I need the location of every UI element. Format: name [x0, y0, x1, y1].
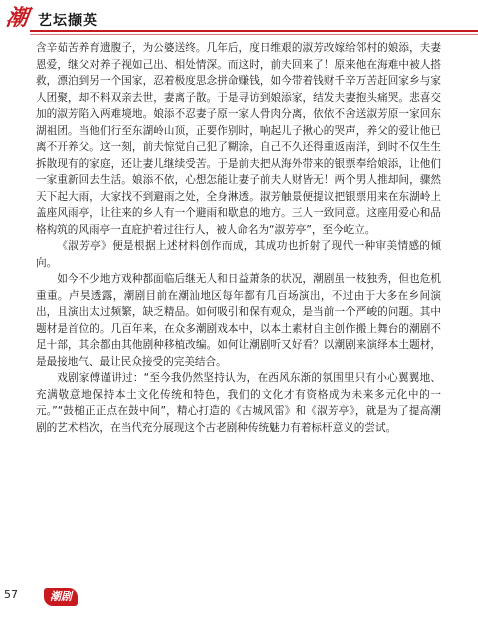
article-paragraph: 含辛茹苦养育遗腹子，为公婆送终。几年后，度日维艰的淑芳改嫁给邻村的娘添，夫妻恩爱，继父对养子视如己出、相处情深。而这时，前夫回来了！原来他在海难中被人搭救，漂泊到另一个国家，忍着极度思念拼命赚钱，如今带着钱财千辛万苦赶回家乡与家人团聚，却不料双亲去世，妻离子散。于是寻访到娘添家，结发夫妻抱头痛哭。悲喜交加的淑芳陷入两难境地。娘添不忍妻子原一家人骨肉分离，依依不舍送淑芳原一家回东湖祖团。当他们行至东湖岭山顶，正要作别时，响起儿子揪心的哭声，养父的爱让他已离不开养父。这一刻，前夫惊觉自己犯了糊涂，自己不久还得重返南洋，到时不仅生生拆散现有的家庭，还让妻儿继续受苦。于是前夫把从海外带来的银票奉给娘添，让他们一家重新回去生活。娘添不依，心想怎能让妻子前夫人财皆无！两个男人推却间，骤然天下起大雨，大家找不到避雨之处，全身淋透。淑芳触景便提议把银票用来在东湖岭上盖座风雨亭，让往来的乡人有一个避雨和歇息的地方。三人一致同意。这座用爱心和品格构筑的风雨亭一直庇护着过往行人，被人命名为“淑芳亭”，至今屹立。 — [36, 42, 441, 236]
footer-logo: 潮剧 — [44, 588, 78, 606]
article-paragraph: 戏剧家傅谨讲过：“至今我仍然坚持认为，在西风东渐的氛围里只有小心翼翼地、充满敬意地保持本土文化传统和特色，我们的文化才有资格成为未来多元化中的一元。”“鼓槌正正点在鼓中间”，精心打造的《古城风雷》和《淑芳亭》，就是为了提高潮剧的艺术档次，在当代充分展现这个古老剧种传统魅力有着标杆意义的尝试。 — [36, 372, 441, 434]
header-divider-thin — [30, 34, 478, 35]
article-body — [36, 40, 441, 436]
header-divider — [30, 30, 478, 32]
header-logo: 潮 — [4, 6, 30, 31]
article-paragraph: 如今不少地方戏种都面临后继无人和日益萧条的状况，潮剧虽一枝独秀，但也危机重重。卢昊透露，潮剧目前在潮汕地区每年都有几百场演出，不过由于大多在乡间演出，且演出太过频繁，缺乏精品。如何吸引和保有观众，是当前一个严峻的问题。其中题材是首位的。几百年来，在众多潮剧戏本中，以本土素材自主创作搬上舞台的潮剧不足十部，其余都由其他剧种移植改编。如何让潮剧听又好看？以潮剧来演绎本土题材，是最接地气、最让民众接受的完美结合。 — [36, 273, 441, 368]
section-title: 艺坛撷英 — [38, 13, 98, 29]
page-header — [0, 0, 478, 36]
page-number: 57 — [4, 588, 18, 601]
article-paragraph: 《淑芳亭》便是根据上述材料创作而成，其成功也折射了现代一种审美情感的倾向。 — [36, 240, 441, 269]
